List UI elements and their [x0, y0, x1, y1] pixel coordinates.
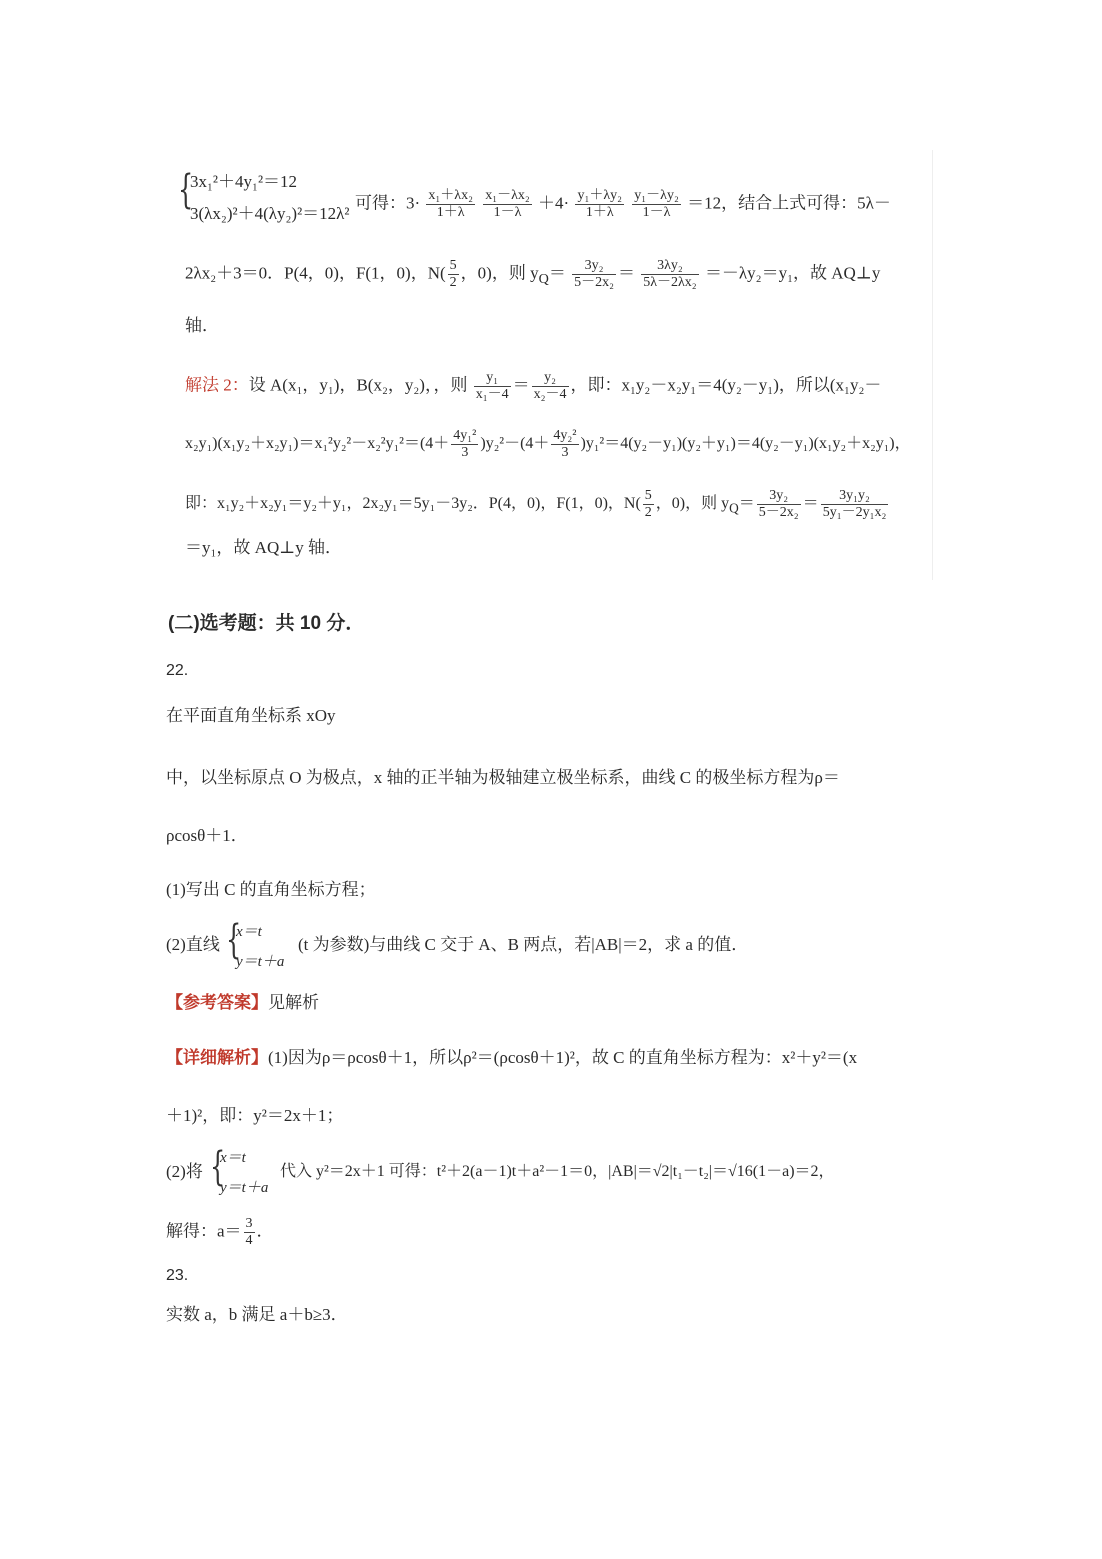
denominator: 1－λ: [493, 205, 522, 220]
fraction: [632, 188, 681, 221]
fraction: [532, 370, 569, 403]
text-segment: 可得：3·: [355, 193, 421, 213]
subscript: Q: [729, 500, 739, 516]
numerator: x₁＋λx₂: [428, 188, 473, 203]
text-segment: ，0)，则 y: [460, 263, 539, 283]
method-label: 解法 2：: [185, 375, 249, 395]
text-segment: 解得：a＝: [166, 1221, 242, 1241]
numerator: 3λy₂: [641, 258, 698, 275]
question-number-22: 22.: [166, 662, 189, 679]
denominator: x₁－4: [475, 387, 509, 402]
text-segment: ．: [256, 1221, 274, 1241]
q22-line-2: 中，以坐标原点 O 为极点，x 轴的正半轴为极轴建立极坐标系，曲线 C 的极坐标方程为ρ＝: [166, 768, 840, 787]
solution-line-2: [185, 258, 880, 291]
numerator: 4y₂²: [553, 428, 577, 443]
text-segment: 设 A(x₁，y₁)，B(x₂，y₂)，，则: [248, 375, 468, 395]
answer-label: 【参考答案】: [166, 993, 268, 1012]
param-eq-x: x＝t: [236, 924, 262, 940]
text-segment: x₂y₁)(x₁y₂＋x₂y₁)＝x₁²y₂²－x₂²y₁²＝(4＋: [185, 435, 450, 453]
fraction: [575, 188, 624, 221]
left-brace: {: [210, 1144, 226, 1190]
text-segment: ，即：x₁y₂－x₂y₁＝4(y₂－y₁)，所以(x₁y₂－: [570, 375, 882, 395]
text-segment: ＝－λy₂＝y₁，故 AQ⊥y: [704, 263, 881, 283]
q22-part-2-text: (t 为参数)与曲线 C 交于 A、B 两点，若|AB|＝2，求 a 的值．: [298, 935, 749, 954]
question-number-23: 23.: [166, 1267, 189, 1284]
fraction: [448, 258, 459, 291]
fraction: [244, 1216, 255, 1249]
section-heading: (二)选考题：共 10 分．: [168, 613, 365, 634]
denominator: 5－2x₂: [574, 275, 614, 290]
q22-line-3: ρcosθ＋1．: [166, 826, 248, 845]
text-segment: ＝: [617, 263, 635, 283]
fraction: [483, 188, 532, 221]
fraction: [451, 428, 478, 461]
detail-line-1: [166, 1048, 857, 1068]
fraction: [641, 258, 698, 291]
answer-text: 见解析: [268, 993, 319, 1012]
numerator: 3y₁y₂: [821, 488, 889, 505]
method2-line-1: 解法 2：设 A(x₁，y₁)，B(x₂，y₂)，，则 $\frac{\text{y₁}}{\text{x₁－4}}$ ＝ $\frac{\text{y₂}}{\text{x₂－4}}$ ，即：x₁y₂－x₂y₁＝4(y₂－y₁)，所以(x₁y₂－: [185, 370, 882, 402]
solution-line-1: [355, 188, 891, 221]
detail-label: 【详细解析】: [166, 1048, 268, 1067]
text-segment: 即：x₁y₂＋x₂y₁＝y₂＋y₁，2x₂y₁＝5y₁－3y₂．P(4，0)，F(1，0)，N(: [185, 495, 641, 513]
fraction: [572, 258, 616, 291]
denominator: 5－2x₂: [758, 505, 799, 520]
q23-text: 实数 a，b 满足 a＋b≥3．: [166, 1305, 348, 1324]
numerator: 5: [449, 258, 457, 273]
text-segment: ＝12，结合上式可得：5λ－: [687, 193, 891, 213]
q22-part-1: (1)写出 C 的直角坐标方程；: [166, 880, 376, 899]
denominator: 1－λ: [642, 205, 671, 220]
numerator: y₁＋λy₂: [577, 188, 623, 203]
numerator: y₂: [532, 370, 569, 387]
method2-line-2: [185, 428, 911, 461]
numerator: 3y₂: [572, 258, 616, 275]
denominator: 5λ－2λx₂: [643, 275, 697, 290]
detail-line-3-text: 代入 y²＝2x＋1 可得：t²＋2(a－1)t＋a²－1＝0，|AB|＝√2|t₁－t₂|＝√16(1－a)＝2，: [280, 1163, 835, 1180]
denominator: x₂－4: [533, 387, 567, 402]
fraction: [551, 428, 578, 461]
q22-part-2-prefix: (2)直线: [166, 935, 220, 954]
method2-line-3: [185, 488, 890, 521]
denominator: 2: [644, 505, 652, 520]
left-brace: {: [226, 917, 242, 963]
system-eq-2: 3(λx₂)²＋4(λy₂)²＝12λ²: [190, 204, 350, 223]
left-brace: {: [178, 167, 194, 213]
text-segment: )y₂²－(4＋: [480, 435, 550, 453]
denominator: 5y₁－2y₁x₂: [822, 505, 887, 520]
param-eq-y: y＝t＋a: [220, 1180, 269, 1196]
reference-answer: [166, 993, 319, 1013]
q22-intro: 在平面直角坐标系 xOy: [166, 706, 336, 725]
system-eq-1: 3x₁²＋4y₁²＝12: [190, 172, 298, 191]
numerator: 3: [245, 1216, 253, 1231]
text-segment: (1)因为ρ＝ρcosθ＋1，所以ρ²＝(ρcosθ＋1)²，故 C 的直角坐标方程为：x²＋y²＝(x: [268, 1048, 858, 1067]
denominator: 3: [561, 445, 569, 460]
fraction: [426, 188, 475, 221]
numerator: y₁: [474, 370, 511, 387]
method2-line-4: ＝y₁，故 AQ⊥y 轴．: [185, 538, 342, 557]
text-segment: ＝: [738, 495, 755, 513]
text-segment: ，0)，则 y: [655, 495, 730, 513]
denominator: 4: [245, 1233, 253, 1248]
fraction: [821, 488, 889, 521]
numerator: 5: [644, 488, 652, 503]
denominator: 3: [461, 445, 469, 460]
numerator: 3y₂: [757, 488, 801, 505]
scan-edge-line: [932, 150, 933, 580]
numerator: x₁－λx₂: [485, 188, 530, 203]
detail-line-4: [166, 1216, 274, 1249]
fraction: [474, 370, 511, 403]
text-segment: 2λx₂＋3＝0．P(4，0)，F(1，0)，N(: [185, 263, 446, 283]
text-segment: ＋4·: [538, 193, 570, 213]
numerator: 4y₁²: [453, 428, 477, 443]
detail-line-2: ＋1)²，即：y²＝2x＋1；: [166, 1106, 344, 1125]
param-eq-x: x＝t: [220, 1150, 246, 1166]
numerator: y₁－λy₂: [634, 188, 679, 203]
param-eq-y: y＝t＋a: [236, 954, 285, 970]
detail-line-3-prefix: (2)将: [166, 1162, 203, 1181]
text-segment: ＝: [548, 263, 566, 283]
text-segment: ＝: [802, 495, 819, 513]
subscript: Q: [538, 270, 549, 287]
denominator: 1＋λ: [585, 205, 614, 220]
fraction: [757, 488, 801, 521]
fraction: [643, 488, 654, 521]
denominator: 2: [449, 275, 457, 290]
solution-line-3: 轴．: [185, 316, 219, 335]
denominator: 1＋λ: [436, 205, 465, 220]
text-segment: )y₁²＝4(y₂－y₁)(y₂＋y₁)＝4(y₂－y₁)(x₁y₂＋x₂y₁)，: [580, 435, 911, 453]
